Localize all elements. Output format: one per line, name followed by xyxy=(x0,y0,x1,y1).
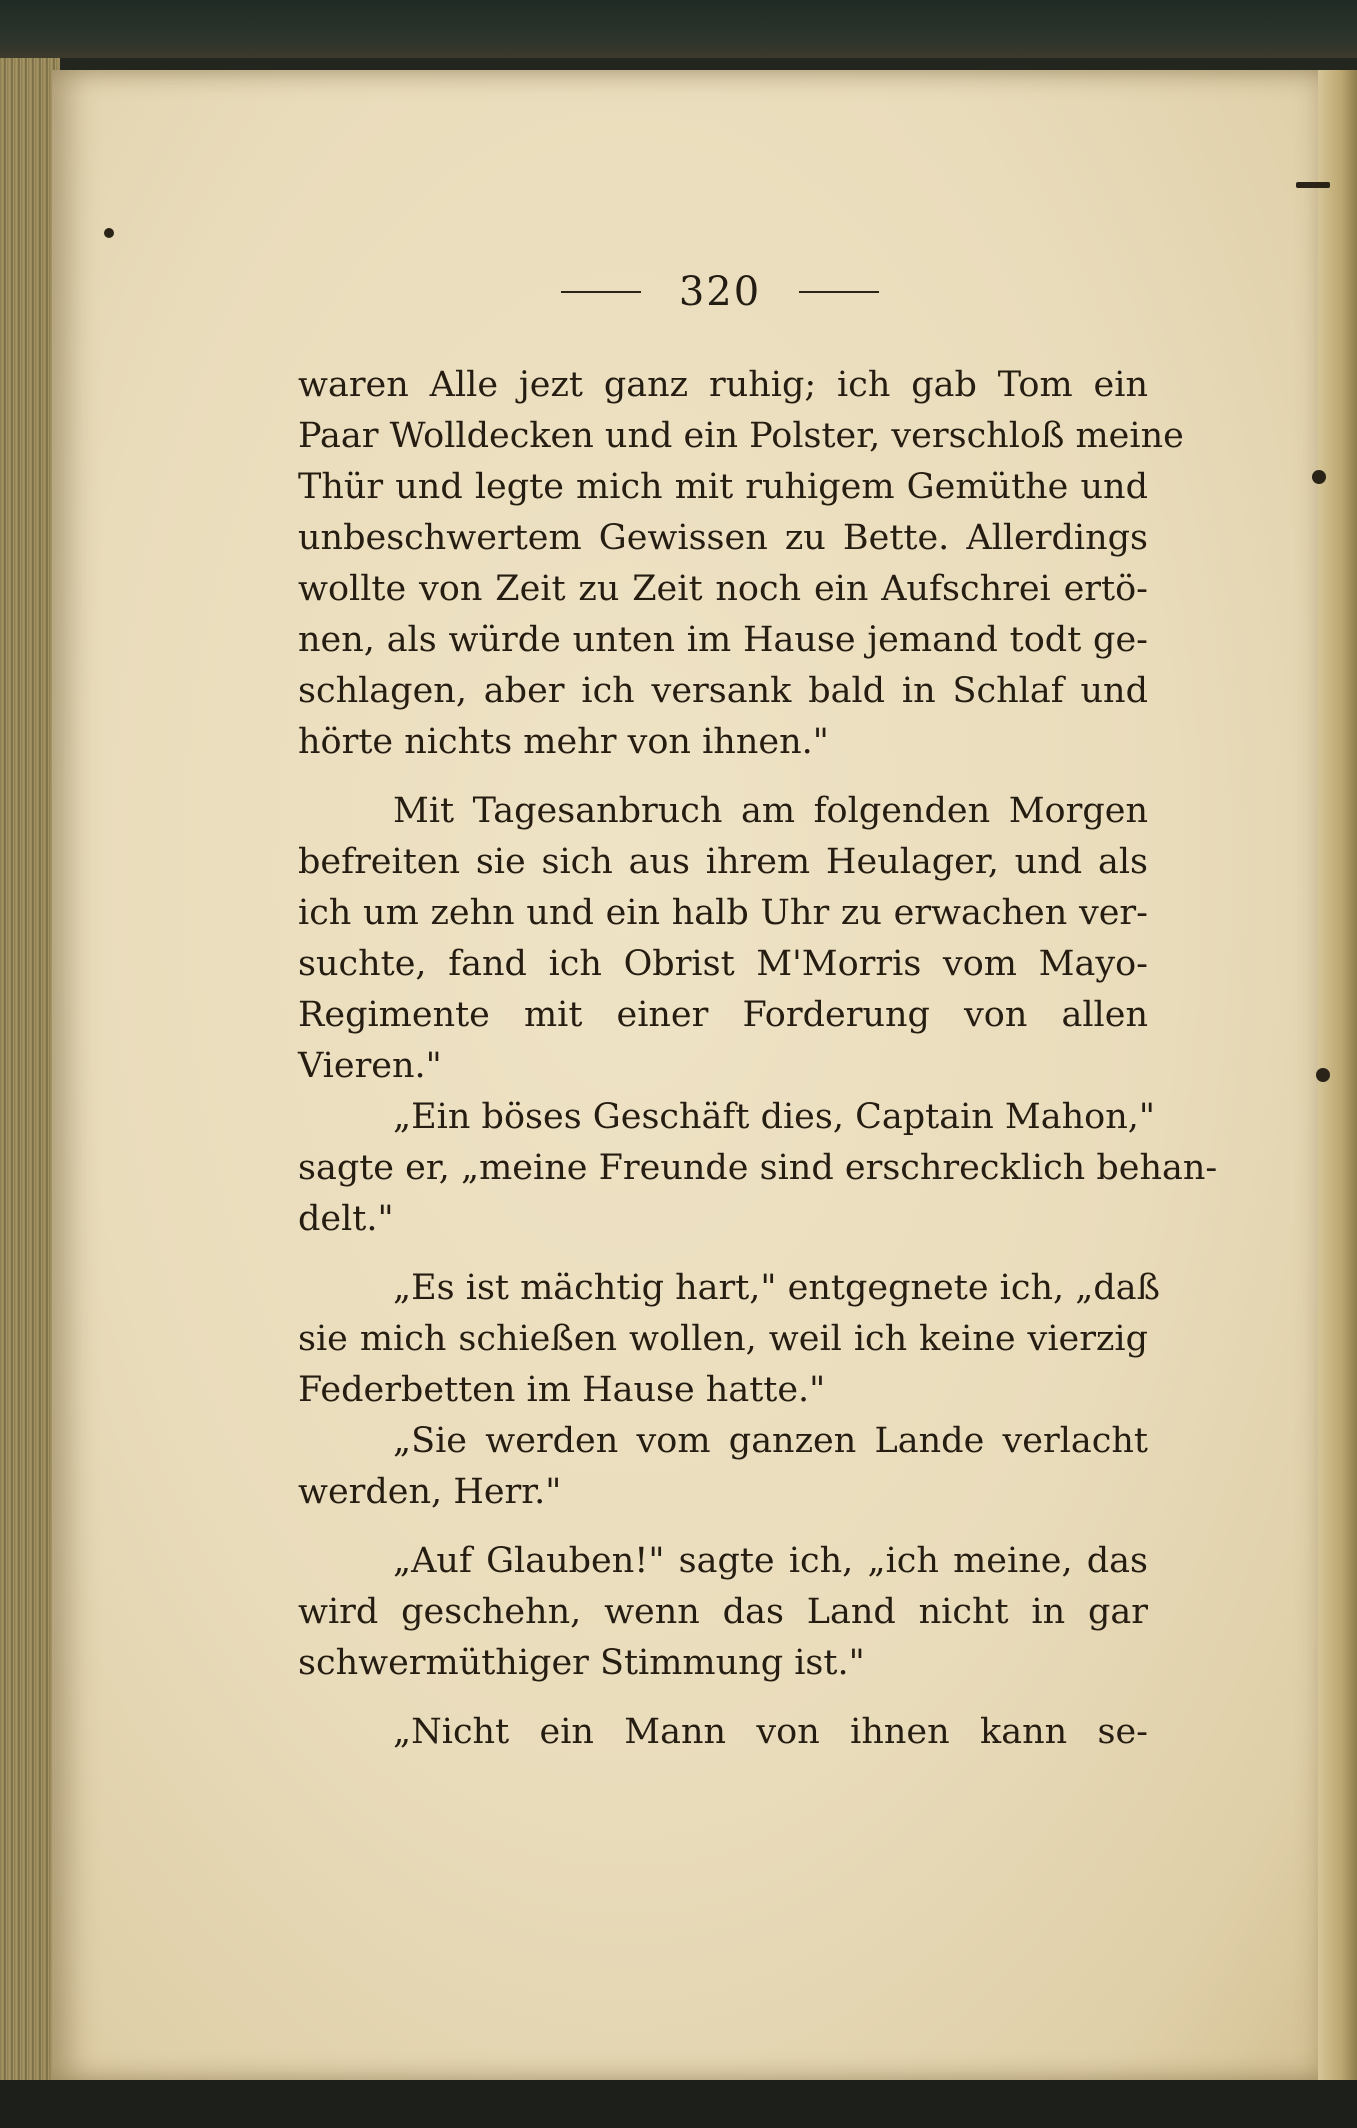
text-line: „Auf Glauben!" sagte ich, „ich meine, das xyxy=(393,1541,1148,1581)
paragraph-2 xyxy=(298,786,1148,1092)
text-line: hörte nichts mehr von ihnen." xyxy=(298,722,829,762)
page-number: 320 xyxy=(678,269,762,315)
text-line: Regimente mit einer Forderung von allen xyxy=(298,995,1148,1035)
text-line: wird geschehn, wenn das Land nicht in gar xyxy=(298,1592,1148,1632)
text-line: „Es ist mächtig hart," entgegnete ich, „daß xyxy=(393,1268,1161,1308)
paragraph-4 xyxy=(298,1263,1161,1416)
paragraph-3 xyxy=(298,1092,1218,1245)
text-line: schwermüthiger Stimmung ist." xyxy=(298,1643,865,1683)
body-text xyxy=(298,360,1218,1758)
text-line: schlagen, aber ich versank bald in Schlaf und xyxy=(298,671,1148,711)
text-line: waren Alle jezt ganz ruhig; ich gab Tom ein xyxy=(298,365,1148,405)
header-rule-left xyxy=(561,291,641,293)
text-line: „Ein böses Geschäft dies, Captain Mahon," xyxy=(393,1097,1156,1137)
paragraph-6 xyxy=(298,1536,1148,1689)
text-line: sie mich schießen wollen, weil ich keine vierzig xyxy=(298,1319,1148,1359)
text-line: delt." xyxy=(298,1199,394,1239)
book-cover-top xyxy=(0,0,1357,58)
book-cover-bottom xyxy=(0,2080,1357,2128)
text-line: sagte er, „meine Freunde sind erschrecklich behan- xyxy=(298,1148,1218,1188)
text-line: Federbetten im Hause hatte." xyxy=(298,1370,826,1410)
text-line: wollte von Zeit zu Zeit noch ein Aufschrei ertö- xyxy=(298,569,1148,609)
text-line: „Sie werden vom ganzen Lande verlacht xyxy=(393,1421,1148,1461)
text-line: nen, als würde unten im Hause jemand todt ge- xyxy=(298,620,1148,660)
page-edges-left xyxy=(0,58,60,2088)
page-header xyxy=(540,262,900,322)
foxing-spot xyxy=(1316,1068,1330,1082)
foxing-spot xyxy=(104,228,114,238)
text-line: Paar Wolldecken und ein Polster, verschloß meine xyxy=(298,416,1184,456)
text-line: unbeschwertem Gewissen zu Bette. Allerdings xyxy=(298,518,1148,558)
paragraph-1 xyxy=(298,360,1184,768)
text-line: befreiten sie sich aus ihrem Heulager, und als xyxy=(298,842,1148,882)
foxing-spot xyxy=(1312,470,1326,484)
header-rule-right xyxy=(799,291,879,293)
text-line: „Nicht ein Mann von ihnen kann se- xyxy=(393,1712,1148,1752)
paragraph-7 xyxy=(298,1707,1148,1758)
text-line: Mit Tagesanbruch am folgenden Morgen xyxy=(393,791,1148,831)
text-line: suchte, fand ich Obrist M'Morris vom Mayo- xyxy=(298,944,1148,984)
foxing-spot xyxy=(1296,182,1330,188)
text-line: werden, Herr." xyxy=(298,1472,562,1512)
text-line: Thür und legte mich mit ruhigem Gemüthe und xyxy=(298,467,1148,507)
paragraph-5 xyxy=(298,1416,1148,1518)
text-line: ich um zehn und ein halb Uhr zu erwachen ver- xyxy=(298,893,1148,933)
text-line: Vieren." xyxy=(298,1046,442,1086)
